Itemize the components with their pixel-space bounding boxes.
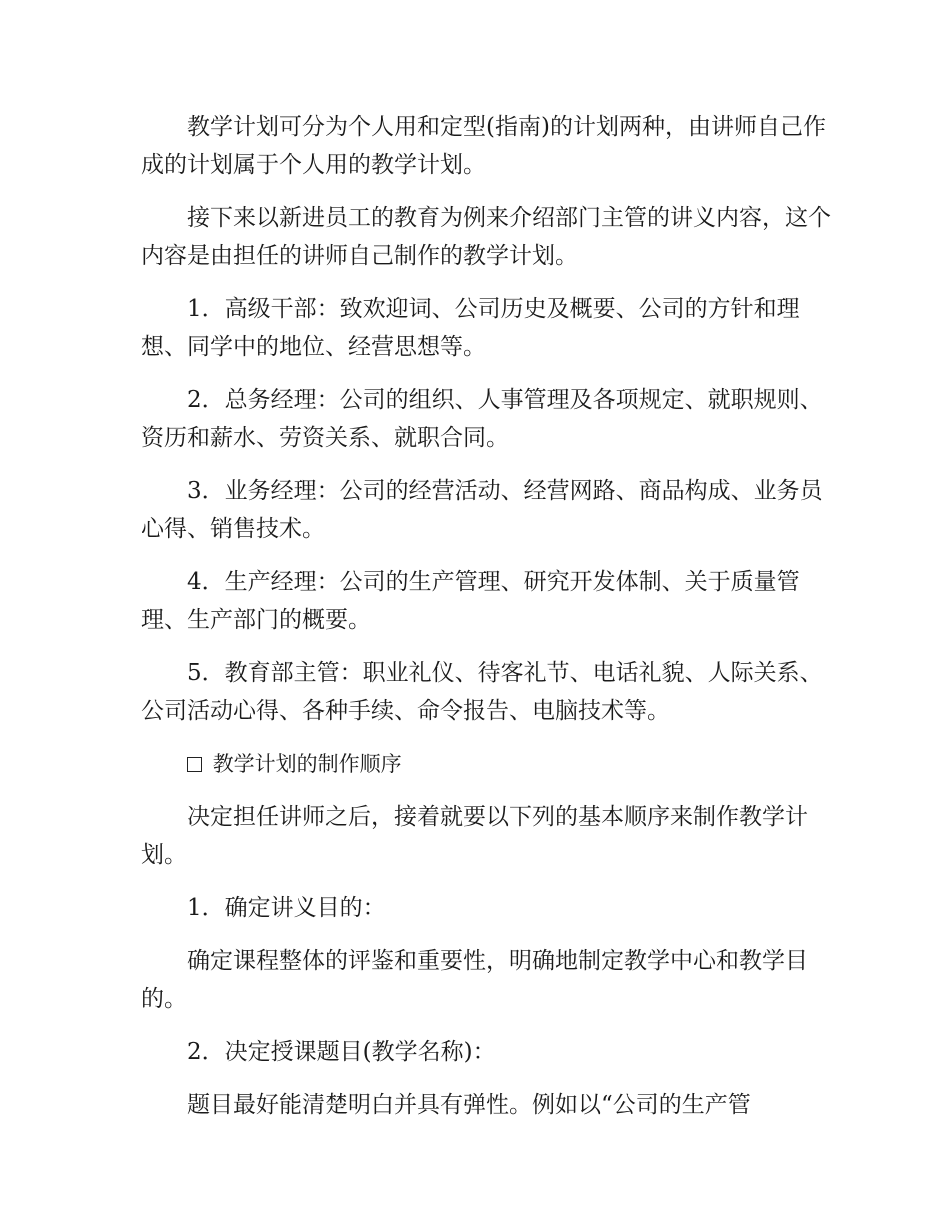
paragraph-basic-sequence: 决定担任讲师之后，接着就要以下列的基本顺序来制作教学计划。	[141, 804, 808, 868]
list-item-senior-executive: 1．高级干部：致欢迎词、公司历史及概要、公司的方针和理想、同学中的地位、经营思想等。	[141, 296, 800, 360]
paragraph-purpose-detail: 确定课程整体的评鉴和重要性，明确地制定教学中心和教学目的。	[141, 948, 808, 1012]
list-item-business-manager: 3．业务经理：公司的经营活动、经营网路、商品构成、业务员心得、销售技术。	[141, 478, 823, 542]
list-item-general-affairs-manager: 2．总务经理：公司的组织、人事管理及各项规定、就职规则、资历和薪水、劳资关系、就职合同。	[141, 387, 823, 451]
section-heading-text: 教学计划的制作顺序	[212, 752, 402, 776]
list-item-education-director: 5．教育部主管：职业礼仪、待客礼节、电话礼貌、人际关系、公司活动心得、各种手续、命令报告、电脑技术等。	[141, 660, 823, 724]
paragraph-topic-detail: 题目最好能清楚明白并具有弹性。例如以“公司的生产管	[187, 1092, 751, 1118]
list-item-production-manager: 4．生产经理：公司的生产管理、研究开发体制、关于质量管理、生产部门的概要。	[141, 569, 800, 633]
step-determine-purpose: 1．确定讲义目的：	[187, 895, 386, 921]
paragraph-new-employee-example: 接下来以新进员工的教育为例来介绍部门主管的讲义内容，这个内容是由担任的讲师自己制作的教学计划。	[141, 205, 831, 269]
document-body	[141, 108, 831, 1139]
checkbox-square-icon	[187, 757, 202, 772]
section-heading	[141, 745, 831, 783]
step-decide-topic: 2．决定授课题目(教学名称)：	[187, 1039, 496, 1065]
paragraph-teaching-plan-types: 教学计划可分为个人用和定型(指南)的计划两种，由讲师自己作成的计划属于个人用的教学计划。	[141, 114, 826, 178]
